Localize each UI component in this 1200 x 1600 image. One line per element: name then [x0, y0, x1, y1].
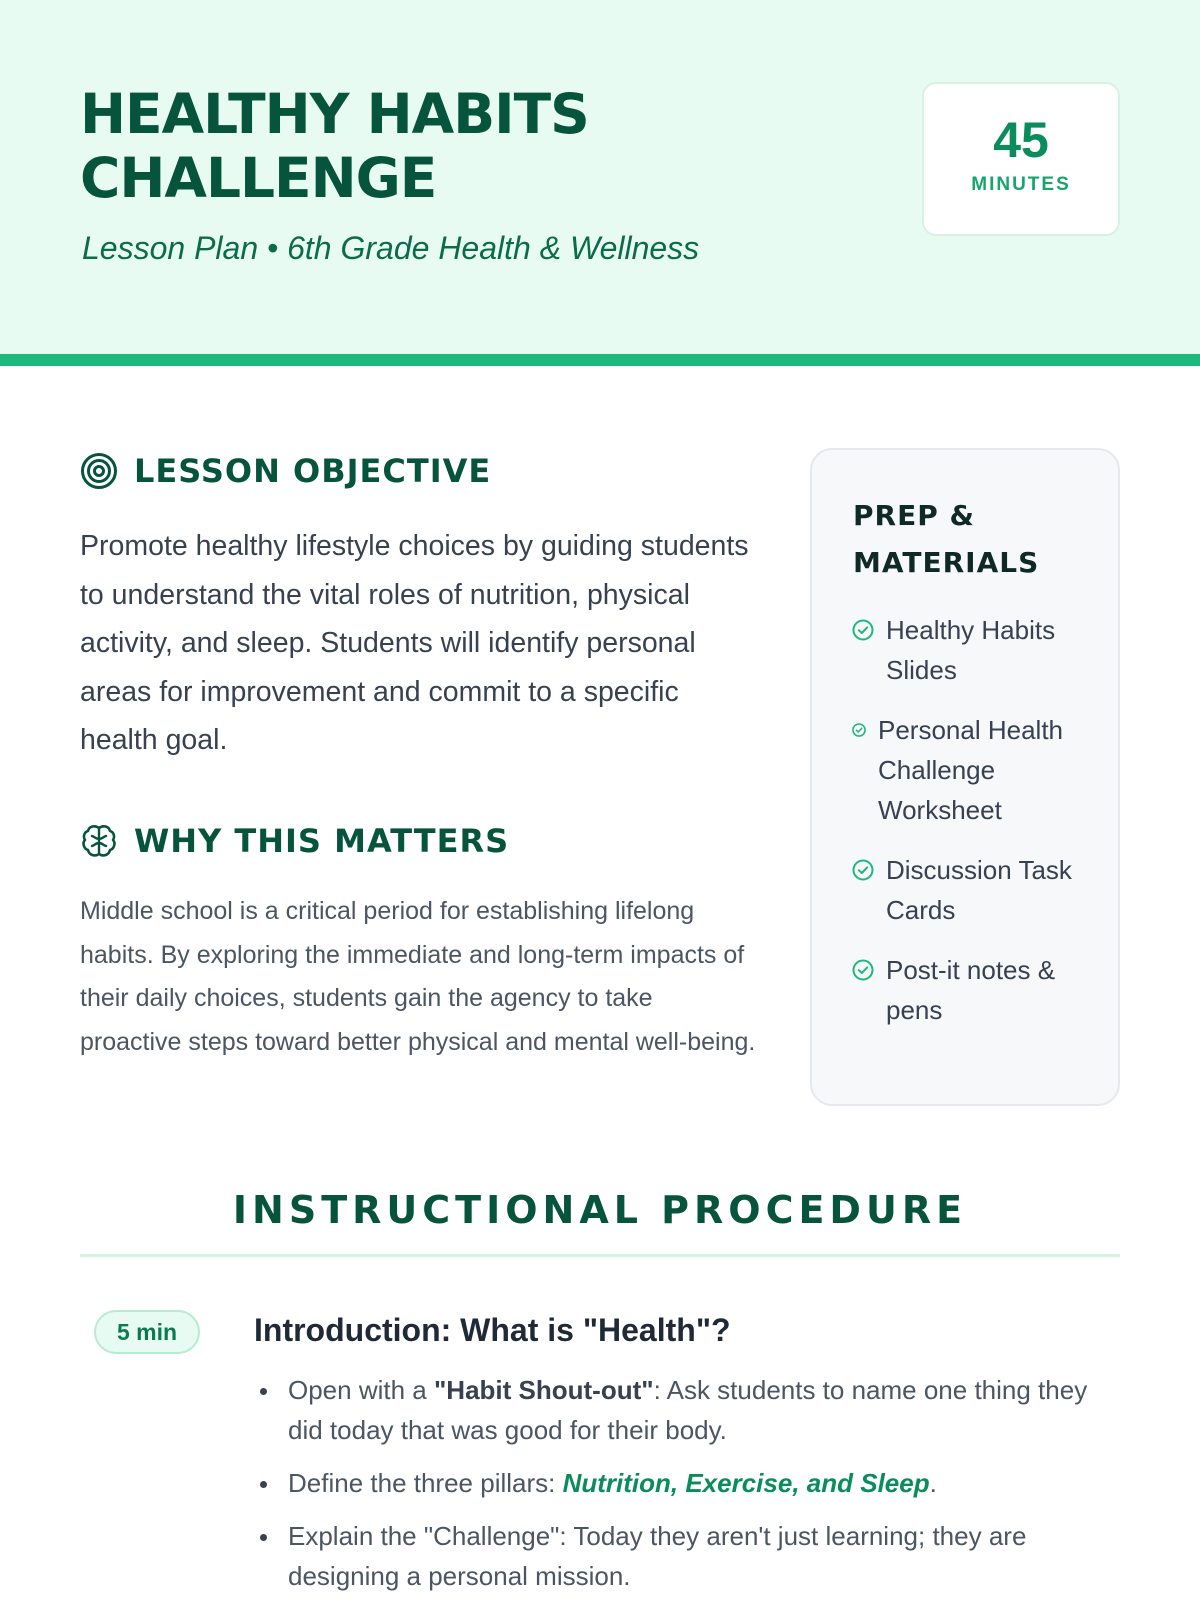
procedure-title: INSTRUCTIONAL PROCEDURE: [232, 1188, 968, 1232]
material-label: Post-it notes & pens: [886, 955, 1056, 1025]
duration-value: 45: [993, 112, 1049, 168]
brain-icon: [80, 822, 118, 860]
why-heading-label: WHY THIS MATTERS: [134, 822, 510, 860]
step-title: Introduction: What is "Health"?: [254, 1312, 731, 1348]
check-circle-icon: [852, 619, 874, 641]
bullet-text: Explain the "Challenge": Today they aren't just learning; they are designing a personal mission.: [288, 1521, 1027, 1591]
objective-text: Promote healthy lifestyle choices by guiding students to understand the vital roles of nutrition, physical activity, and sleep. Students will identify personal areas for improvement and commit to a specific health goal.: [80, 530, 749, 756]
duration-card: [922, 82, 1120, 236]
list-item: [852, 950, 1102, 1030]
step-time-badge: 5 min: [94, 1310, 200, 1354]
list-item: [256, 1463, 1116, 1503]
material-label: Personal Health Challenge Worksheet: [878, 715, 1063, 825]
check-circle-icon: [852, 859, 874, 881]
list-item: [852, 710, 1102, 830]
objective-heading-label: LESSON OBJECTIVE: [134, 452, 492, 490]
bullet-text: Open with a: [288, 1375, 434, 1405]
target-icon: [80, 452, 118, 490]
duration-unit: MINUTES: [971, 174, 1071, 195]
bullet-emphasis: Nutrition, Exercise, and Sleep: [562, 1468, 930, 1498]
bullet-emphasis: "Habit Shout-out": [433, 1375, 654, 1405]
bullet-text: Define the three pillars:: [288, 1468, 563, 1498]
list-item: [852, 610, 1102, 690]
why-text: Middle school is a critical period for establishing lifelong habits. By exploring the immediate and long-term impacts of their daily choices, students gain the agency to take proactive steps toward better physical and mental well-being.: [80, 897, 756, 1056]
bullet-text: .: [929, 1468, 937, 1498]
list-item: [256, 1516, 1116, 1596]
objective-heading: [80, 452, 491, 490]
check-circle-icon: [852, 959, 874, 981]
list-item: [256, 1370, 1116, 1450]
check-circle-icon: [852, 723, 866, 737]
list-item: [852, 850, 1102, 930]
divider: [80, 1254, 1120, 1257]
header-banner: [0, 0, 1200, 366]
materials-panel: [810, 448, 1120, 1106]
material-label: Healthy Habits Slides: [886, 615, 1056, 685]
page-subtitle: Lesson Plan • 6th Grade Health & Wellness: [82, 230, 700, 266]
materials-list: [852, 610, 1102, 1050]
materials-title: PREP & MATERIALS: [853, 499, 1040, 579]
material-label: Discussion Task Cards: [886, 855, 1072, 925]
step-bullets: [256, 1370, 1116, 1600]
bullet-text: : Ask students to name one thing they did today that was good for their body.: [288, 1375, 1088, 1445]
page-title: HEALTHY HABITS CHALLENGE: [80, 82, 589, 210]
why-heading: [80, 822, 509, 860]
